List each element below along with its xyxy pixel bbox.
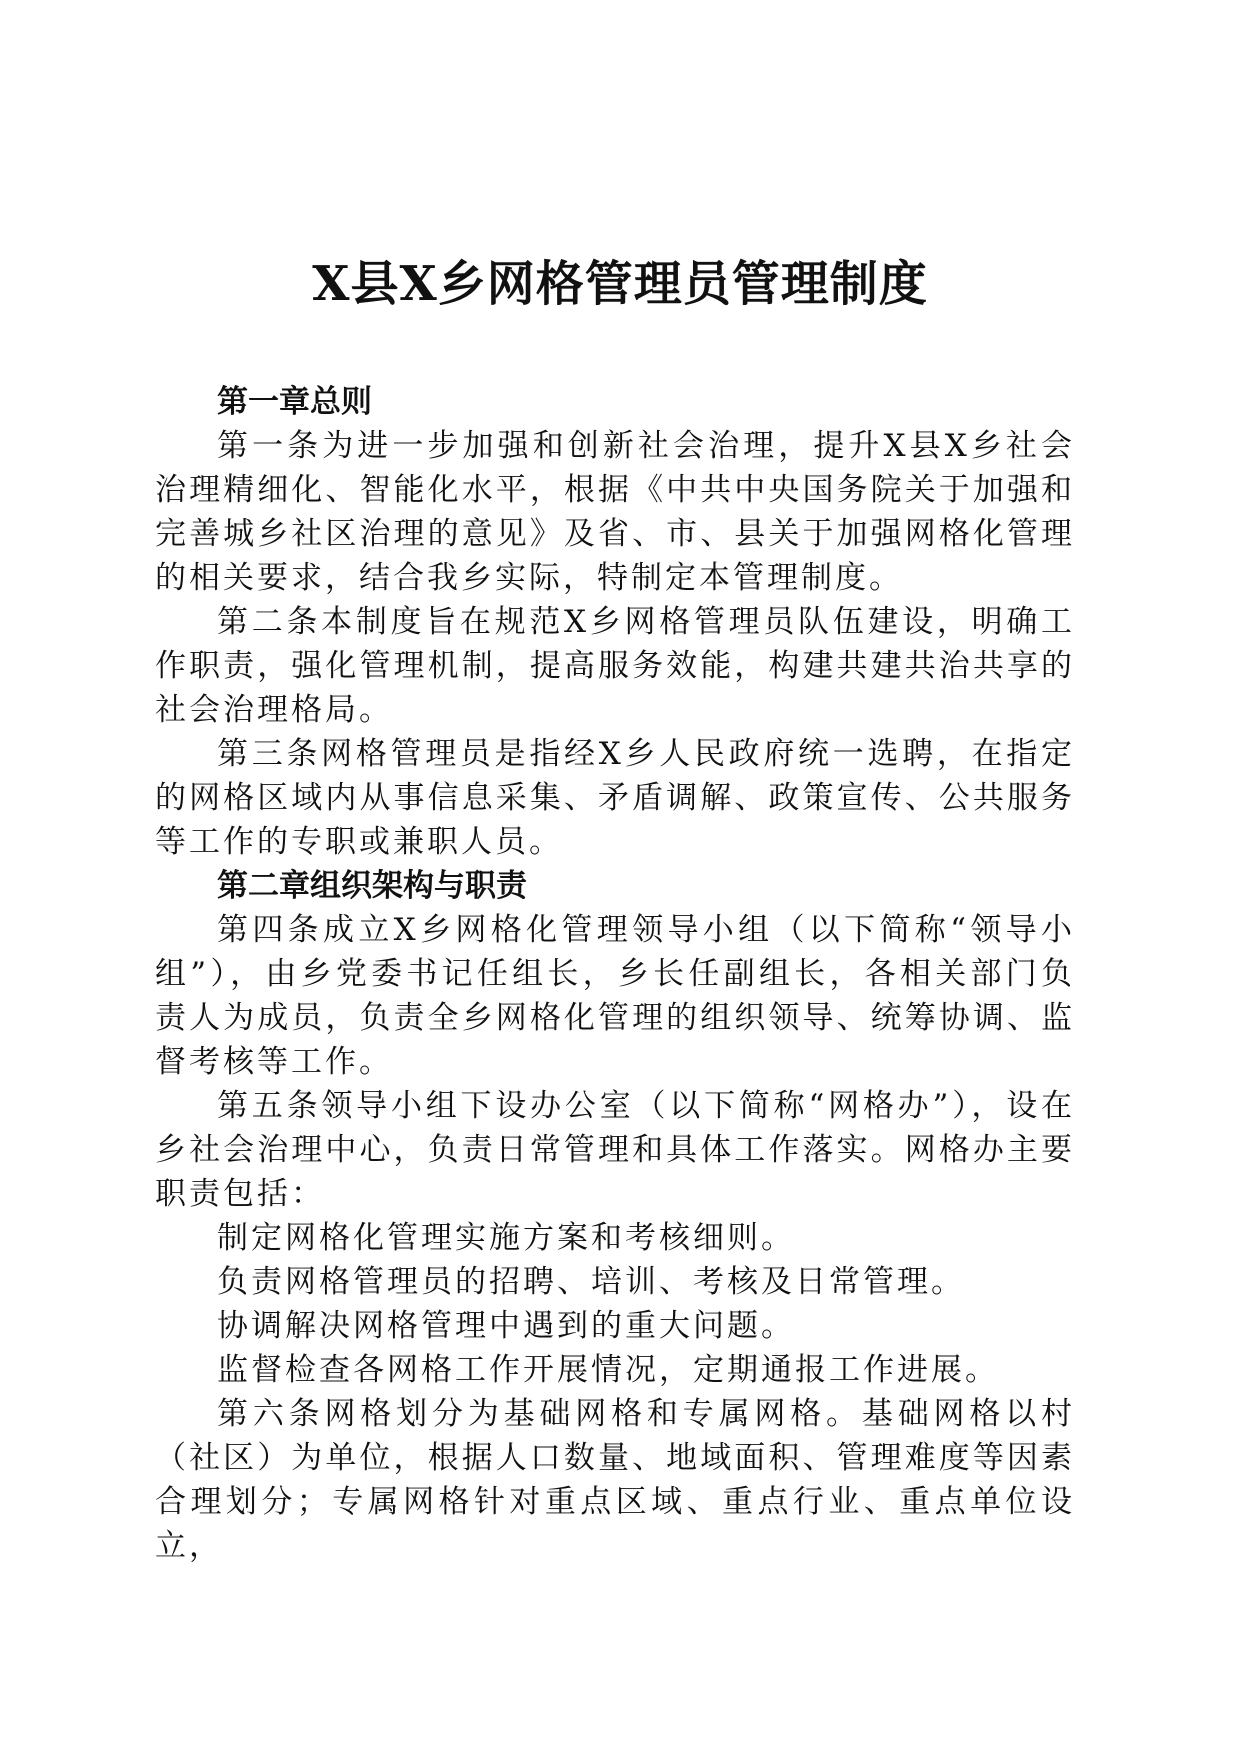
article-paragraph: 第六条网格划分为基础网格和专属网格。基础网格以村（社区）为单位，根据人口数量、地域面积、管理难度等因素合理划分；专属网格针对重点区域、重点行业、重点单位设立， bbox=[155, 1396, 1075, 1564]
document-title: X县X乡网格管理员管理制度 bbox=[312, 256, 928, 312]
chapter-heading: 第一章总则 bbox=[217, 384, 372, 420]
article-paragraph: 第五条领导小组下设办公室（以下简称“网格办”），设在乡社会治理中心，负责日常管理和具体工作落实。网格办主要职责包括： bbox=[155, 1088, 1075, 1212]
list-item: 负责网格管理员的招聘、培训、考核及日常管理。 bbox=[217, 1264, 965, 1300]
list-item: 监督检查各网格工作开展情况，定期通报工作进展。 bbox=[217, 1352, 999, 1388]
chapter-heading: 第二章组织架构与职责 bbox=[217, 868, 527, 904]
list-item: 协调解决网格管理中遇到的重大问题。 bbox=[217, 1308, 795, 1344]
article-paragraph: 第一条为进一步加强和创新社会治理，提升X县X乡社会治理精细化、智能化水平，根据《中共中央国务院关于加强和完善城乡社区治理的意见》及省、市、县关于加强网格化管理的相关要求，结合我乡实际，特制定本管理制度。 bbox=[155, 428, 1075, 596]
document-body bbox=[155, 380, 1075, 1568]
article-paragraph: 第二条本制度旨在规范X乡网格管理员队伍建设，明确工作职责，强化管理机制，提高服务效能，构建共建共治共享的社会治理格局。 bbox=[155, 604, 1075, 728]
article-paragraph: 第四条成立X乡网格化管理领导小组（以下简称“领导小组”），由乡党委书记任组长，乡长任副组长，各相关部门负责人为成员，负责全乡网格化管理的组织领导、统筹协调、监督考核等工作。 bbox=[155, 912, 1075, 1080]
list-item: 制定网格化管理实施方案和考核细则。 bbox=[217, 1220, 795, 1256]
article-paragraph: 第三条网格管理员是指经X乡人民政府统一选聘，在指定的网格区域内从事信息采集、矛盾调解、政策宣传、公共服务等工作的专职或兼职人员。 bbox=[155, 736, 1075, 860]
